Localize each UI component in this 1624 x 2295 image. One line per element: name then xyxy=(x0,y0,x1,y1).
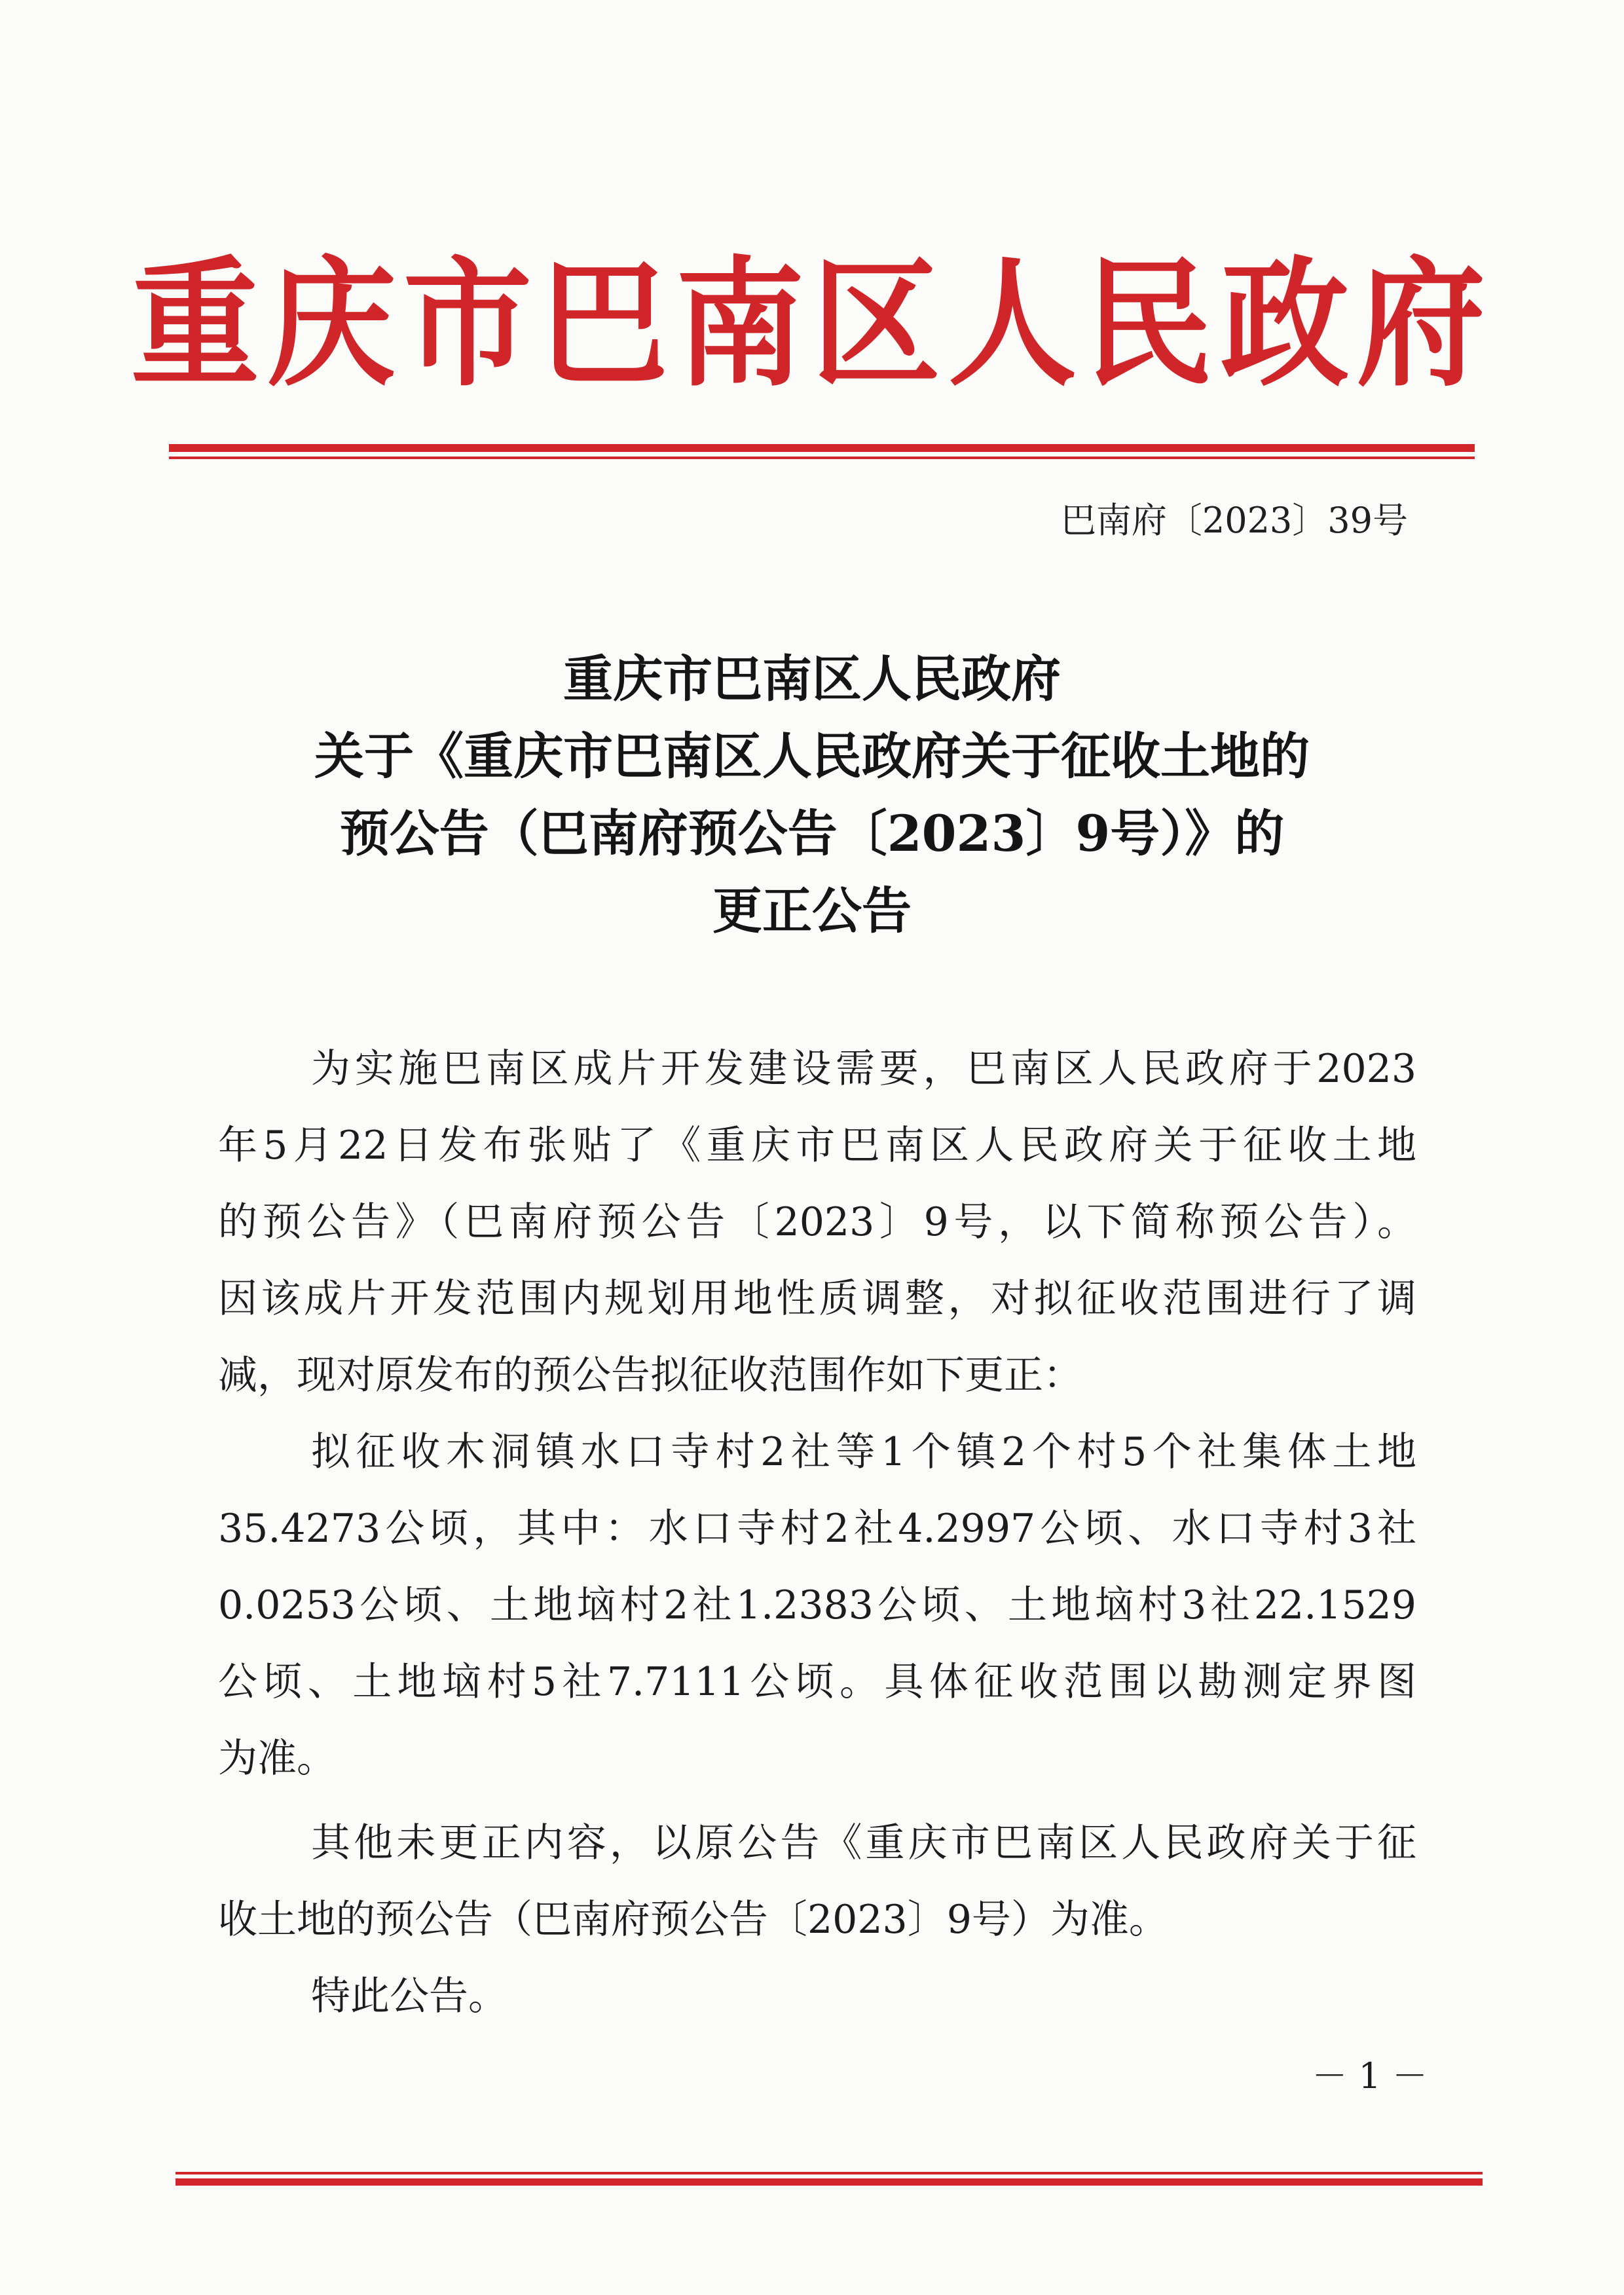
paragraph-line: 0.0253公顷、土地垴村2社1.2383公顷、土地垴村3社22.1529 xyxy=(218,1582,1416,1628)
issuer-masthead: 重庆市巴南区人民政府 xyxy=(130,242,1493,406)
paragraph-line: 35.4273公顷，其中：水口寺村2社4.2997公顷、水口寺村3社 xyxy=(218,1506,1416,1552)
paragraph-line: 的预公告》（巴南府预公告〔2023〕9号，以下简称预公告）。 xyxy=(218,1199,1416,1245)
title-line: 预公告（巴南府预公告〔2023〕9号）》的 xyxy=(339,804,1285,863)
paragraph-line: 公顷、土地垴村5社7.7111公顷。具体征收范围以勘测定界图 xyxy=(218,1659,1416,1705)
page-number: － 1 － xyxy=(1312,2055,1428,2097)
footer-rule-thin xyxy=(175,2172,1483,2174)
paragraph-line: 为实施巴南区成片开发建设需要，巴南区人民政府于2023 xyxy=(311,1046,1416,1092)
body-paragraph-1 xyxy=(218,1031,1416,1414)
paragraph-line: 为准。 xyxy=(218,1736,336,1782)
paragraph-line: 年5月22日发布张贴了《重庆市巴南区人民政府关于征收土地 xyxy=(218,1123,1416,1168)
paragraph-line: 减，现对原发布的预公告拟征收范围作如下更正： xyxy=(218,1353,1082,1398)
title-line: 重庆市巴南区人民政府 xyxy=(563,650,1061,708)
paragraph-line: 拟征收木洞镇水口寺村2社等1个镇2个村5个社集体土地 xyxy=(311,1429,1416,1475)
title-line: 更正公告 xyxy=(712,882,912,940)
body-paragraph-2 xyxy=(218,1414,1416,1797)
paragraph-line: 收土地的预公告（巴南府预公告〔2023〕9号）为准。 xyxy=(218,1897,1168,1943)
body-paragraph-3 xyxy=(218,1805,1416,1958)
announcement-title xyxy=(0,641,1624,950)
document-number: 巴南府〔2023〕39号 xyxy=(1060,500,1408,541)
header-rule-thin xyxy=(169,457,1475,459)
paragraph-line: 其他未更正内容，以原公告《重庆市巴南区人民政府关于征 xyxy=(311,1820,1416,1866)
footer-rule-thick xyxy=(175,2178,1483,2186)
closing-statement: 特此公告。 xyxy=(311,1973,507,2019)
header-rule-thick xyxy=(169,444,1475,452)
title-line: 关于《重庆市巴南区人民政府关于征收土地的 xyxy=(314,727,1310,785)
paragraph-line: 因该成片开发范围内规划用地性质调整，对拟征收范围进行了调 xyxy=(218,1276,1416,1322)
